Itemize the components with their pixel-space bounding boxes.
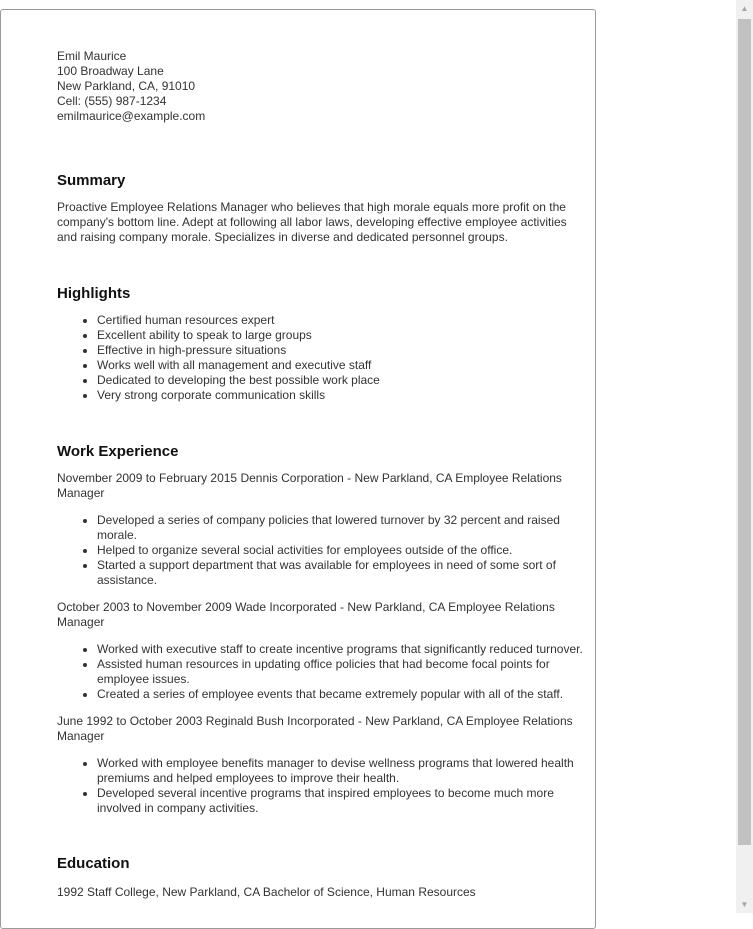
job-bullet: • Helped to organize several social activities for employees outside of the office. (97, 543, 587, 558)
job-entry (57, 600, 587, 702)
job-bullet: • Developed several incentive programs that inspired employees to become much more involved in company activities. (97, 786, 587, 816)
job-entry (57, 471, 587, 588)
work-experience-section (57, 443, 587, 816)
job-bullet: • Started a support department that was available for employees in need of some sort of assistance. (97, 558, 587, 588)
contact-email: emilmaurice@example.com (57, 109, 206, 123)
contact-phone: Cell: (555) 987-1234 (57, 94, 167, 108)
highlight-item: • Certified human resources expert (97, 313, 587, 328)
job-title: November 2009 to February 2015 Dennis Corporation - New Parkland, CA Employee Relations Manager (57, 471, 562, 500)
scroll-up-arrow-icon[interactable]: ▲ (740, 4, 749, 13)
summary-section (57, 172, 587, 245)
job-bullets (57, 513, 587, 588)
job-bullets (57, 642, 587, 702)
education-section (57, 855, 587, 900)
highlights-section (57, 285, 587, 403)
job-bullet: • Created a series of employee events that became extremely popular with all of the staff. (97, 687, 587, 702)
summary-heading: Summary (57, 172, 126, 189)
job-bullet: • Assisted human resources in updating office policies that had become focal points for employee issues. (97, 657, 587, 687)
summary-text: Proactive Employee Relations Manager who believes that high morale equals more profit on the company's bottom line. Adept at following all labor laws, developing effective employee activities and raising company morale. Specializes in diverse and dedicated personnel groups. (57, 200, 567, 244)
vertical-scrollbar[interactable] (736, 0, 753, 913)
job-bullets (57, 756, 587, 816)
contact-block (57, 49, 587, 124)
contact-name: Emil Maurice (57, 49, 127, 63)
education-heading: Education (57, 855, 130, 872)
scrollbar-thumb[interactable] (738, 19, 751, 845)
job-bullet: • Worked with executive staff to create incentive programs that significantly reduced turnover. (97, 642, 587, 657)
education-entry: 1992 Staff College, New Parkland, CA Bachelor of Science, Human Resources (57, 885, 476, 899)
work-experience-heading: Work Experience (57, 443, 179, 460)
resume-document (0, 9, 596, 929)
highlights-heading: Highlights (57, 285, 131, 302)
job-bullet: • Developed a series of company policies that lowered turnover by 32 percent and raised morale. (97, 513, 587, 543)
highlights-list (57, 313, 587, 403)
highlight-item: • Dedicated to developing the best possible work place (97, 373, 587, 388)
job-title: June 1992 to October 2003 Reginald Bush Incorporated - New Parkland, CA Employee Relations Manager (57, 714, 573, 743)
job-bullet: • Worked with employee benefits manager to devise wellness programs that lowered health premiums and helped employees to improve their health. (97, 756, 587, 786)
resume-content (57, 49, 587, 900)
contact-street: 100 Broadway Lane (57, 64, 164, 78)
job-entry (57, 714, 587, 816)
highlight-item: • Works well with all management and executive staff (97, 358, 587, 373)
highlight-item: • Excellent ability to speak to large groups (97, 328, 587, 343)
scroll-down-arrow-icon[interactable]: ▼ (740, 900, 749, 909)
highlight-item: • Very strong corporate communication skills (97, 388, 587, 403)
contact-city: New Parkland, CA, 91010 (57, 79, 196, 93)
job-title: October 2003 to November 2009 Wade Incorporated - New Parkland, CA Employee Relations Manager (57, 600, 555, 629)
highlight-item: • Effective in high-pressure situations (97, 343, 587, 358)
